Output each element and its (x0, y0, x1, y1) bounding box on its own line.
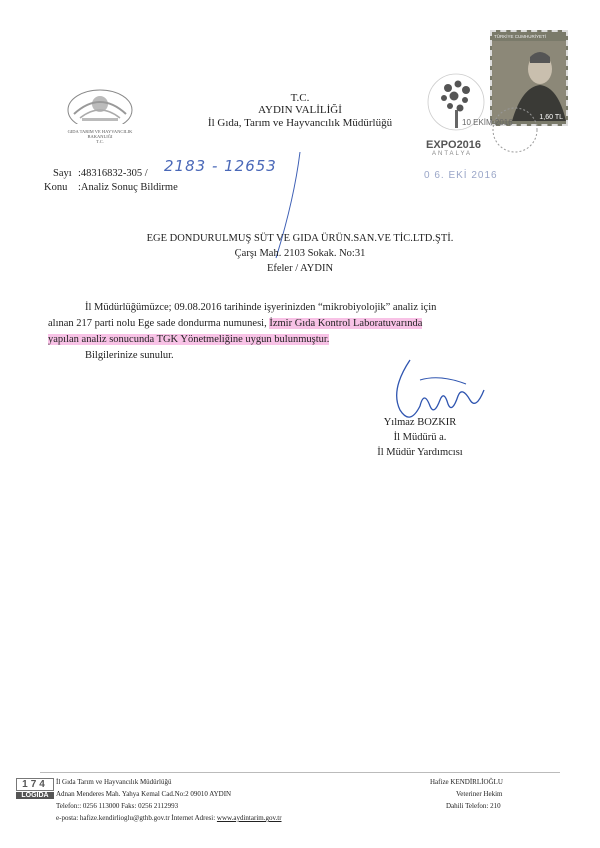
stamp-country: TÜRKİYE CUMHURİYETİ (494, 34, 547, 39)
ministry-logo-icon (60, 80, 140, 124)
body-closing: Bilgilerinize sunulur. (85, 350, 174, 361)
konu-value: :Analiz Sonuç Bildirme (78, 182, 178, 193)
footer-logo-bottom: LOGIDA (16, 792, 54, 799)
expo-text: EXPO2016 (426, 139, 482, 151)
header-valilik: AYDIN VALİLİĞİ (258, 104, 342, 116)
footer-email: e-posta: hafize.kendirlioglu@gthb.gov.tr İnternet Adresi: (56, 814, 217, 822)
body-line1: İl Müdürlüğümüzce; 09.08.2016 tarihinde işyerinizden “mikrobiyolojik” analiz için (85, 302, 437, 313)
sayi-value: :48316832-305 / (78, 168, 148, 179)
footer-phone: Telefon:: 0256 113000 Faks: 0256 2112993 (56, 802, 179, 810)
expo-sub: ANTALYA (432, 151, 473, 157)
signer-title1: İl Müdürü a. (393, 432, 447, 443)
addressee-line1: EGE DONDURULMUŞ SÜT VE GIDA ÜRÜN.SAN.VE TİC.LTD.ŞTİ. (146, 233, 454, 244)
body-line2-plain: alınan 217 parti nolu Ege sade dondurma numunesi, (48, 318, 270, 329)
stamp-value: 1,60 TL (539, 114, 563, 121)
postmark-icon (470, 100, 560, 160)
footer-divider (40, 772, 560, 773)
footer-contact-name: Hafize KENDİRLİOĞLU (430, 778, 503, 786)
ministry-logo (60, 80, 140, 144)
body-line3 (48, 332, 329, 348)
footer-contact (56, 813, 282, 823)
addressee-line2: Çarşı Mah. 2103 Sokak. No:31 (234, 248, 366, 259)
header-mudurluk: İl Gıda, Tarım ve Hayvancılık Müdürlüğü (207, 117, 393, 129)
header-tc: T.C. (290, 92, 310, 104)
ministry-logo-tc: T.C. (96, 139, 104, 144)
signer-name: Yılmaz BOZKIR (383, 417, 457, 428)
footer-website-link[interactable]: www.aydintarim.gov.tr (216, 814, 282, 822)
body-line2 (48, 316, 422, 332)
received-stamp: 0 6. EKİ 2016 (424, 170, 498, 181)
sayi-handwritten: 2183 - 12653 (164, 157, 277, 175)
konu-label: Konu (44, 182, 68, 193)
footer-logo-top: 174 (16, 778, 54, 791)
sayi-label: Sayı (53, 168, 72, 179)
footer-org: İl Gıda Tarım ve Hayvancılık Müdürlüğü (56, 778, 172, 786)
body-line2-highlight: İzmir Gıda Kontrol Laboratuvarında (269, 318, 423, 329)
footer-address: Adnan Menderes Mah. Yahya Kemal Cad.No:2 09010 AYDIN (56, 790, 232, 798)
footer-logo (16, 778, 54, 799)
footer-contact-title: Veteriner Hekim (456, 790, 503, 798)
addressee-line3: Efeler / AYDIN (266, 263, 334, 274)
postmark-date: 10 EKİM 2016 (462, 118, 513, 127)
ministry-logo-caption: GIDA TARIM VE HAYVANCILIK BAKANLIĞI (67, 129, 133, 139)
footer-contact-ext: Dahili Telefon: 210 (446, 802, 501, 810)
body-line3-highlight: yapılan analiz sonucunda TGK Yönetmeliğine uygun bulunmuştur. (48, 334, 330, 345)
signer-title2: İl Müdür Yardımcısı (377, 447, 463, 458)
